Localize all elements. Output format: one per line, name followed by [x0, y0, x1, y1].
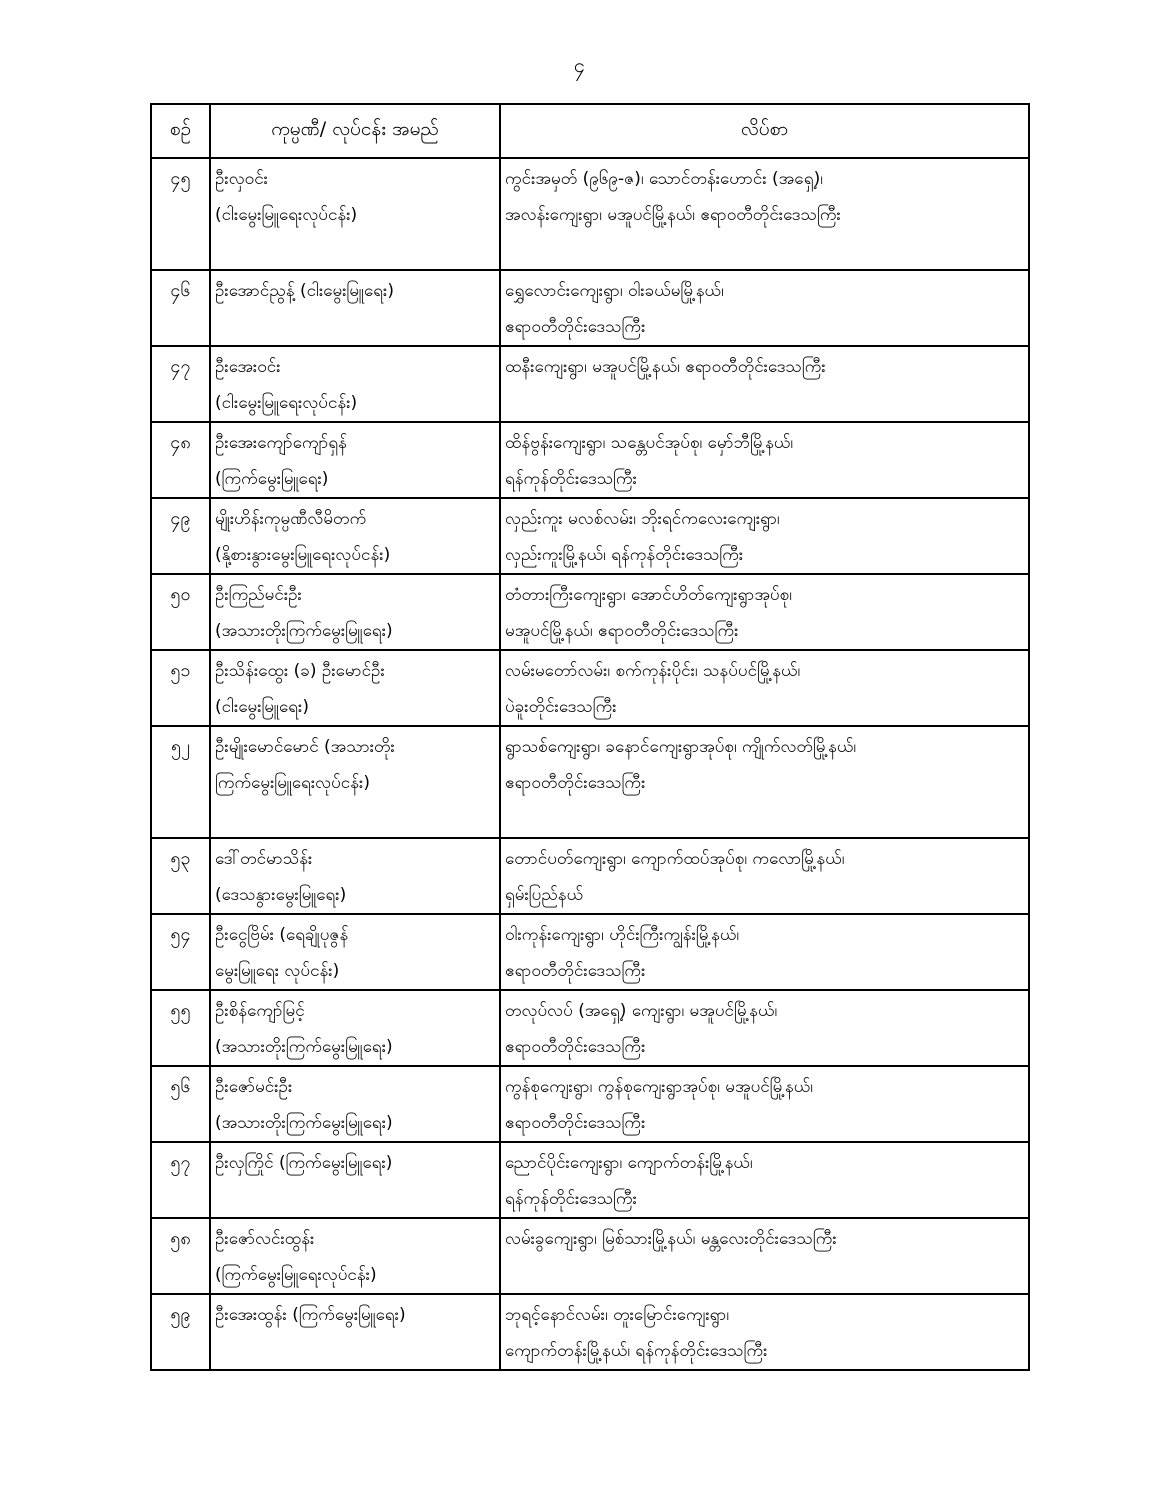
table-header-row: [151, 104, 1029, 158]
cell-company-name: [210, 1066, 500, 1142]
company-name-line: ဦးကြည်မင်းဦး: [215, 585, 302, 605]
table-row: [151, 270, 1029, 346]
company-name-line: မွေးမြူရေး လုပ်ငန်း): [215, 961, 340, 981]
serial-no-text: ၅၆: [170, 1076, 191, 1097]
cell-serial-no: [151, 270, 210, 346]
cell-serial-no: [151, 914, 210, 990]
table-row: [151, 914, 1029, 990]
cell-serial-no: [151, 726, 210, 838]
address-line: ဧရာဝတီတိုင်းဒေသကြီး: [505, 961, 646, 981]
serial-no-text: ၅၁: [170, 660, 191, 681]
table-row: [151, 498, 1029, 574]
address-line: တံတားကြီးကျေးရွာ၊ အောင်ဟိတ်ကျေးရွာအုပ်စု၊: [505, 585, 792, 605]
cell-company-name: [210, 1294, 500, 1370]
company-name-line: (အသားတိုးကြက်မွေးမြူရေး): [215, 621, 393, 641]
serial-no-text: ၄၆: [170, 280, 191, 301]
address-line: ရွာသစ်ကျေးရွာ၊ ခနောင်ကျေးရွာအုပ်စု၊ ကျိုက်လတ်မြို့နယ်၊: [505, 737, 857, 757]
company-name-line: ဦးငွေဗြိမ်း (ရေချိုပုဇွန်: [215, 925, 349, 945]
address-line: ထနီးကျေးရွာ၊ မအူပင်မြို့နယ်၊ ဧရာဝတီတိုင်းဒေသကြီး: [505, 357, 826, 377]
cell-address: [500, 498, 1029, 574]
cell-company-name: [210, 1218, 500, 1294]
cell-serial-no: [151, 158, 210, 270]
company-name-line: ဦးမျိုးမောင်မောင် (အသားတိုး: [215, 737, 395, 757]
cell-company-name: [210, 346, 500, 422]
cell-company-name: [210, 838, 500, 914]
company-name-line: ဒေါ်တင်မာသိန်း: [215, 849, 313, 869]
company-name-line: (ကြက်မွေးမြူရေးလုပ်ငန်း): [215, 1265, 377, 1285]
header-company-name: ကုမ္ပဏီ/ လုပ်ငန်း အမည်: [210, 104, 500, 158]
cell-serial-no: [151, 1142, 210, 1218]
table-body: [151, 158, 1029, 1370]
company-name-line: မျိုးဟိန်းကုမ္ပဏီလီမိတက်: [215, 509, 367, 529]
cell-company-name: [210, 650, 500, 726]
address-line: ဝါးကုန်းကျေးရွာ၊ ဟိုင်းကြီးကျွန်းမြို့နယ်၊: [505, 925, 740, 945]
address-line: မအူပင်မြို့နယ်၊ ဧရာဝတီတိုင်းဒေသကြီး: [505, 621, 739, 641]
cell-company-name: [210, 158, 500, 270]
cell-address: [500, 1218, 1029, 1294]
table-row: [151, 650, 1029, 726]
address-line: ရွှေလောင်းကျေးရွာ၊ ဝါးခယ်မမြို့နယ်၊: [505, 281, 724, 301]
company-name-line: (အသားတိုးကြက်မွေးမြူရေး): [215, 1113, 393, 1133]
cell-serial-no: [151, 838, 210, 914]
address-line: ဧရာဝတီတိုင်းဒေသကြီး: [505, 317, 646, 337]
cell-address: [500, 422, 1029, 498]
cell-address: [500, 914, 1029, 990]
cell-company-name: [210, 574, 500, 650]
serial-no-text: ၅၃: [170, 848, 191, 869]
company-name-line: ဦးအောင်ညွန့် (ငါးမွေးမြူရေး): [215, 281, 394, 301]
company-name-line: ဦးလှဝင်း: [215, 169, 268, 189]
cell-company-name: [210, 498, 500, 574]
cell-address: [500, 838, 1029, 914]
address-line: ရန်ကုန်တိုင်းဒေသကြီး: [505, 469, 637, 489]
serial-no-text: ၅၈: [170, 1228, 191, 1249]
cell-address: [500, 574, 1029, 650]
table-row: [151, 990, 1029, 1066]
cell-address: [500, 726, 1029, 838]
serial-no-text: ၄၉: [170, 508, 191, 529]
header-serial-no: စဉ်: [151, 104, 210, 158]
company-name-line: ဦးစိန်ကျော်မြင့်: [215, 1001, 305, 1021]
company-name-line: (ငါးမွေးမြူရေးလုပ်ငန်း): [215, 205, 358, 225]
cell-address: [500, 158, 1029, 270]
address-line: ကွင်းအမှတ် (၉၆၉-ဇ)၊ သောင်တန်းဟောင်း (အရှေ့)၊: [505, 169, 823, 189]
address-line: ဘုရင့်နောင်လမ်း၊ တူးမြောင်းကျေးရွာ၊: [505, 1305, 730, 1325]
cell-serial-no: [151, 574, 210, 650]
company-name-line: ကြက်မွေးမြူရေးလုပ်ငန်း): [215, 773, 370, 793]
cell-serial-no: [151, 1294, 210, 1370]
serial-no-text: ၅၄: [170, 924, 191, 945]
cell-serial-no: [151, 422, 210, 498]
cell-company-name: [210, 990, 500, 1066]
address-line: ကွန်စုကျေးရွာ၊ ကွန်စုကျေးရွာအုပ်စု၊ မအူပင်မြို့နယ်၊: [505, 1077, 813, 1097]
company-name-line: (ဒေသနွားမွေးမြူရေး): [215, 885, 347, 905]
table-row: [151, 1218, 1029, 1294]
cell-address: [500, 346, 1029, 422]
company-name-line: ဦးဇော်မင်းဦး: [215, 1077, 293, 1097]
table-row: [151, 422, 1029, 498]
cell-company-name: [210, 1142, 500, 1218]
address-line: ရန်ကုန်တိုင်းဒေသကြီး: [505, 1189, 637, 1209]
table-row: [151, 1066, 1029, 1142]
address-line: ဧရာဝတီတိုင်းဒေသကြီး: [505, 1037, 646, 1057]
address-line: ကျောက်တန်းမြို့နယ်၊ ရန်ကုန်တိုင်းဒေသကြီး: [505, 1341, 768, 1361]
table-row: [151, 1142, 1029, 1218]
company-name-line: ဦးအေးထွန်း (ကြက်မွေးမြူရေး): [215, 1305, 406, 1325]
company-name-line: (နို့စားနွားမွေးမြူရေးလုပ်ငန်း): [215, 545, 391, 565]
cell-address: [500, 270, 1029, 346]
address-line: ညောင်ပိုင်းကျေးရွာ၊ ကျောက်တန်းမြို့နယ်၊: [505, 1153, 753, 1173]
serial-no-text: ၅၅: [170, 1000, 191, 1021]
company-name-line: (ငါးမွေးမြူရေး): [215, 697, 309, 717]
cell-serial-no: [151, 346, 210, 422]
table-row: [151, 574, 1029, 650]
cell-address: [500, 1066, 1029, 1142]
address-line: လမ်းခွကျေးရွာ၊ မြစ်သားမြို့နယ်၊ မန္တလေးတိုင်းဒေသကြီး: [505, 1229, 837, 1249]
address-line: တလုပ်လပ် (အရှေ့) ကျေးရွာ၊ မအူပင်မြို့နယ်၊: [505, 1001, 778, 1021]
cell-company-name: [210, 422, 500, 498]
address-line: ပဲခူးတိုင်းဒေသကြီး: [505, 697, 617, 717]
address-line: တောင်ပတ်ကျေးရွာ၊ ကျောက်ထပ်အုပ်စု၊ ကလောမြို့နယ်၊: [505, 849, 845, 869]
table-row: [151, 1294, 1029, 1370]
cell-company-name: [210, 914, 500, 990]
cell-company-name: [210, 726, 500, 838]
cell-address: [500, 990, 1029, 1066]
cell-serial-no: [151, 650, 210, 726]
company-name-line: ဦးသိန်းထွေး (ခ) ဦးမောင်ဦး: [215, 661, 385, 681]
page-number: ၄: [573, 53, 586, 77]
cell-serial-no: [151, 498, 210, 574]
header-address: လိပ်စာ: [500, 104, 1029, 158]
table-row: [151, 346, 1029, 422]
serial-no-text: ၄၇: [170, 356, 191, 377]
address-line: လှည်းကူး မလစ်လမ်း၊ ဘိုးရင်ကလေးကျေးရွာ၊: [505, 509, 780, 529]
company-name-line: ဦးအေးဝင်း: [215, 357, 281, 377]
company-name-line: ဦးလှကြိုင် (ကြက်မွေးမြူရေး): [215, 1153, 393, 1173]
cell-serial-no: [151, 1066, 210, 1142]
address-line: လှည်းကူးမြို့နယ်၊ ရန်ကုန်တိုင်းဒေသကြီး: [505, 545, 744, 565]
serial-no-text: ၅၂: [171, 736, 190, 757]
serial-no-text: ၄၈: [170, 432, 191, 453]
company-name-line: ဦးအေးကျော်ကျော်ရှန်: [215, 433, 347, 453]
address-line: အလန်းကျေးရွာ၊ မအူပင်မြို့နယ်၊ ဧရာဝတီတိုင်းဒေသကြီး: [505, 205, 841, 225]
company-name-line: (ငါးမွေးမြူရေးလုပ်ငန်း): [215, 393, 358, 413]
company-name-line: (အသားတိုးကြက်မွေးမြူရေး): [215, 1037, 393, 1057]
address-line: ရှမ်းပြည်နယ်: [505, 885, 584, 905]
cell-address: [500, 1294, 1029, 1370]
serial-no-text: ၅၀: [170, 584, 191, 605]
address-line: ဧရာဝတီတိုင်းဒေသကြီး: [505, 773, 646, 793]
table-row: [151, 158, 1029, 270]
table-row: [151, 838, 1029, 914]
company-name-line: (ကြက်မွေးမြူရေး): [215, 469, 329, 489]
address-line: ထိန်ဗွန်းကျေးရွာ၊ သန္တေပင်အုပ်စု၊ မှော်ဘီမြို့နယ်၊: [505, 433, 794, 453]
company-name-line: ဦးဇော်လင်းထွန်း: [215, 1229, 315, 1249]
address-line: ဧရာဝတီတိုင်းဒေသကြီး: [505, 1113, 646, 1133]
table-row: [151, 726, 1029, 838]
cell-company-name: [210, 270, 500, 346]
cell-address: [500, 1142, 1029, 1218]
serial-no-text: ၄၅: [170, 168, 191, 189]
serial-no-text: ၅၉: [170, 1304, 191, 1325]
cell-serial-no: [151, 990, 210, 1066]
cell-address: [500, 650, 1029, 726]
company-address-table: [150, 103, 1030, 1371]
address-line: လမ်းမတော်လမ်း၊ စက်ကုန်းပိုင်း၊ သနပ်ပင်မြို့နယ်၊: [505, 661, 801, 681]
cell-serial-no: [151, 1218, 210, 1294]
serial-no-text: ၅၇: [170, 1152, 191, 1173]
